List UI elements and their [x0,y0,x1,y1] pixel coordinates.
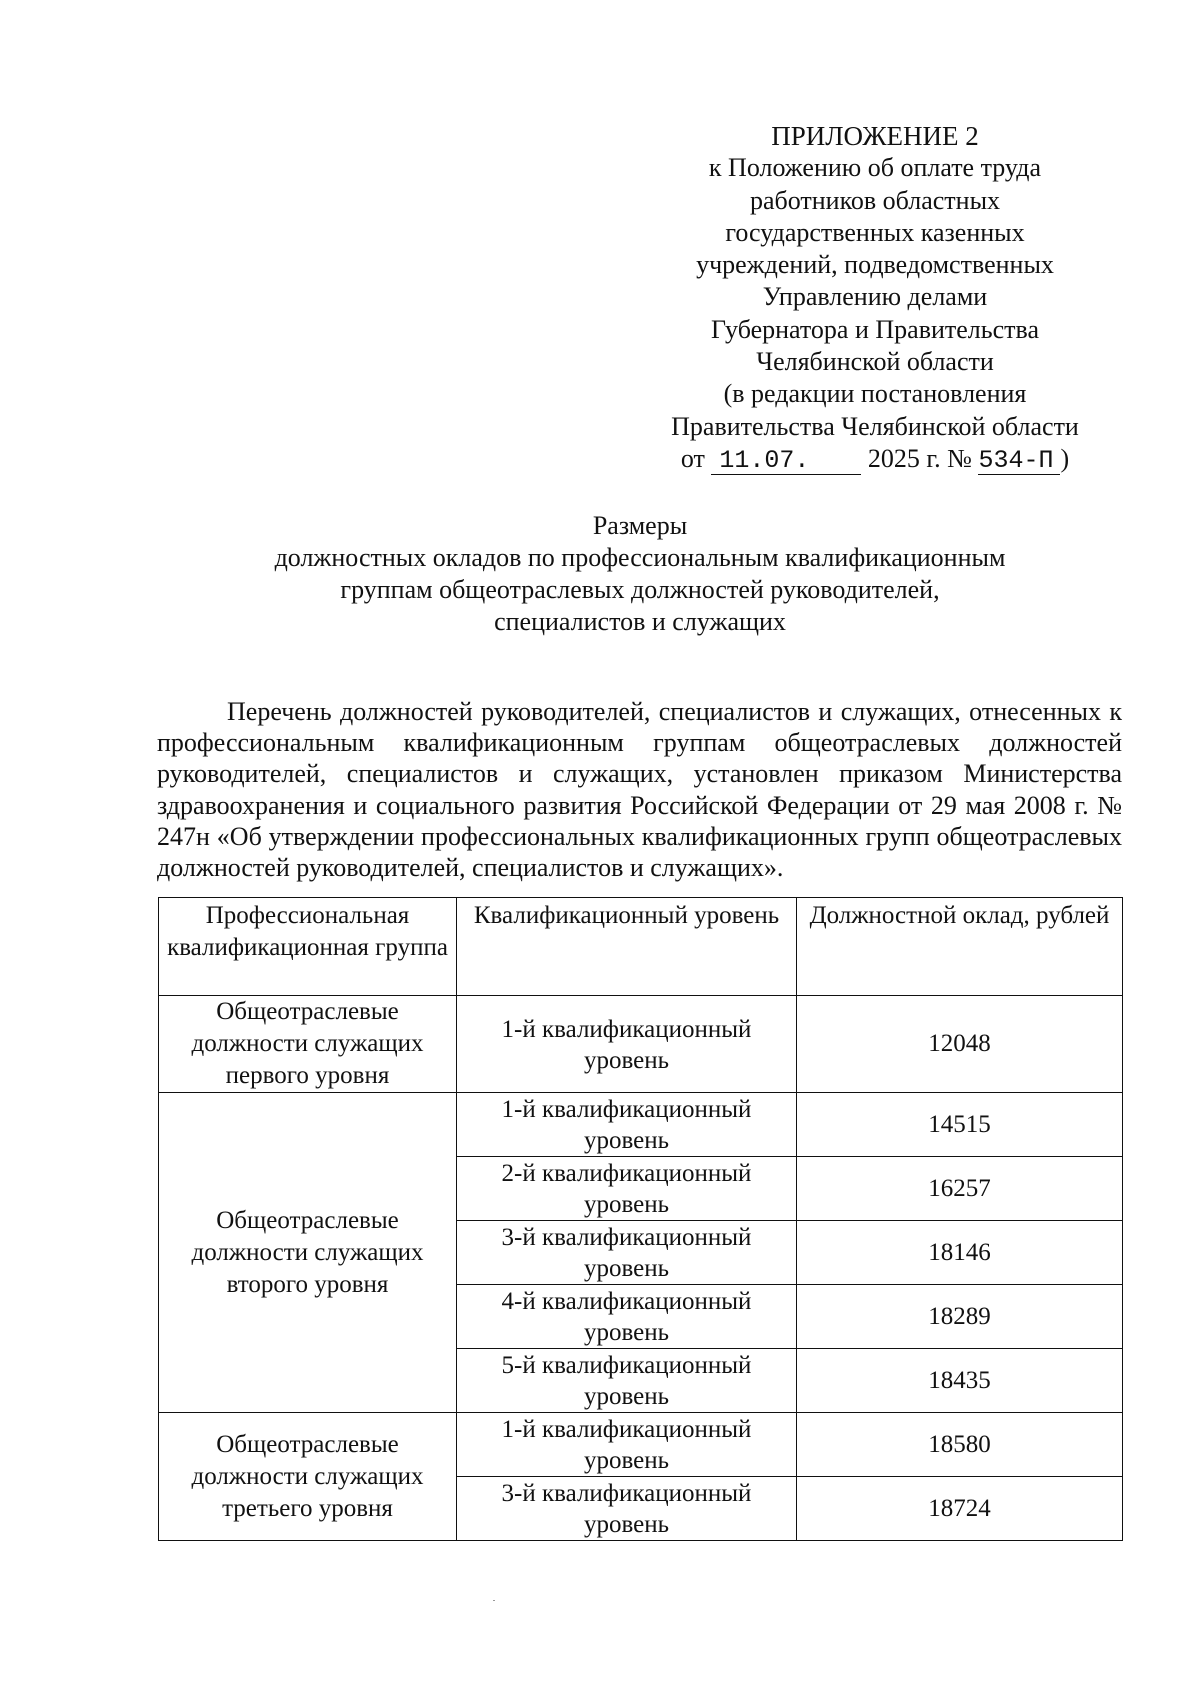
level-name: 3-й квалификационный уровень [457,1477,797,1541]
header-level: Квалификационный уровень [457,898,797,996]
group-name: Общеотраслевые должности служащих первого уровня [159,996,457,1093]
salary-table [158,897,1123,1541]
level-name: 1-й квалификационный уровень [457,996,797,1093]
salary-value: 18146 [797,1221,1123,1285]
level-name: 5-й квалификационный уровень [457,1349,797,1413]
appendix-line: учреждений, подведомственных [696,250,1054,280]
table-header-row [159,898,1123,996]
appendix-line: государственных казенных [725,217,1025,247]
level-name: 3-й квалификационный уровень [457,1221,797,1285]
salary-value: 14515 [797,1093,1123,1157]
appendix-header [600,120,1150,475]
title-line: должностных окладов по профессиональным квалификационным [274,543,1006,572]
resolution-number: 534-П [978,448,1060,475]
salary-value: 18580 [797,1413,1123,1477]
table-row [159,996,1123,1093]
salary-value: 12048 [797,996,1123,1093]
appendix-line: работников областных [749,185,1001,215]
table-row [159,1413,1123,1477]
appendix-line: Челябинской области [756,347,994,377]
title-line: специалистов и служащих [494,607,786,636]
header-group: Профессиональная квалификационная группа [159,898,457,996]
body-paragraph: Перечень должностей руководителей, специалистов и служащих, отнесенных к профессиональным квалификационным группам общеотраслевых должностей руководителей, специалистов и служащих, установлен приказом Министерства здравоохранения и социального развития Российской Федерации от 29 мая 2008 г. № 247н «Об утверждении профессиональных квалификационных групп общеотраслевых должностей руководителей, специалистов и служащих». [157,697,1122,883]
resolution-date-line [600,443,1150,475]
header-salary: Должностной оклад, рублей [797,898,1123,996]
appendix-line: Правительства Челябинской области [671,411,1079,441]
salary-value: 18435 [797,1349,1123,1413]
date-prefix: от [680,443,705,473]
document-title [150,510,1130,638]
title-line: группам общеотраслевых должностей руководителей, [340,575,940,604]
salary-value: 16257 [797,1157,1123,1221]
level-name: 4-й квалификационный уровень [457,1285,797,1349]
resolution-year: 2025 г. № [867,443,972,473]
salary-value: 18289 [797,1285,1123,1349]
salary-value: 18724 [797,1477,1123,1541]
table-row [159,1093,1123,1157]
appendix-line: Губернатора и Правительства [711,314,1039,344]
group-name: Общеотраслевые должности служащих второго уровня [159,1093,457,1413]
appendix-title: ПРИЛОЖЕНИЕ 2 [771,121,979,151]
group-name: Общеотраслевые должности служащих третьего уровня [159,1413,457,1541]
appendix-line: (в редакции постановления [723,379,1027,409]
appendix-line: к Положению об оплате труда [708,153,1042,183]
level-name: 1-й квалификационный уровень [457,1413,797,1477]
closing-paren: ) [1060,443,1070,473]
appendix-line: Управлению делами [762,282,988,312]
level-name: 1-й квалификационный уровень [457,1093,797,1157]
resolution-date: 11.07. [711,448,861,475]
level-name: 2-й квалификационный уровень [457,1157,797,1221]
title-heading: Размеры [592,511,688,540]
scan-speck [493,1600,495,1601]
